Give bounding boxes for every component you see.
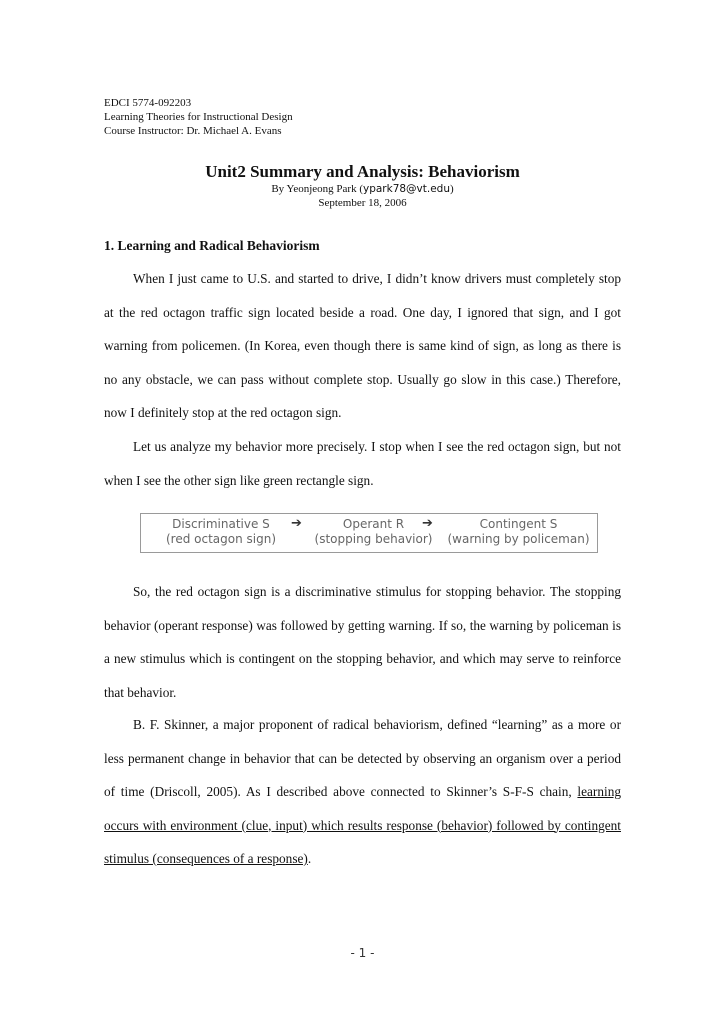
diagram-term: Discriminative S <box>172 517 270 531</box>
diagram-example: (warning by policeman) <box>447 532 590 546</box>
right-arrow-icon: ➔ <box>422 516 433 531</box>
section-heading: 1. Learning and Radical Behaviorism <box>104 238 320 253</box>
course-title: Learning Theories for Instructional Design <box>104 111 293 123</box>
paragraph-4-text: B. F. Skinner, a major proponent of radical behaviorism, defined “learning” as a more or less permanent change in behavior that can be detected by observing an organism over a period of time (Driscoll, 2005). As I described above connected to Skinner’s S-F-S chain, <box>104 717 621 799</box>
diagram-example: (stopping behavior) <box>314 532 433 546</box>
author-prefix: By Yeonjeong Park ( <box>271 183 363 195</box>
paragraph-4 <box>104 708 621 876</box>
diagram-example: (red octagon sign) <box>165 532 277 546</box>
paragraph-1: When I just came to U.S. and started to drive, I didn’t know drivers must completely stop at the red octagon traffic sign located beside a road. One day, I ignored that sign, and I got warning from policemen. (In Korea, even though there is same kind of sign, as long as there is no any obstacle, we can pass without complete stop. Usually go slow in this case.) Therefore, now I definitely stop at the red octagon sign. <box>104 271 621 420</box>
course-header <box>104 96 293 138</box>
author-line <box>0 182 725 196</box>
paragraph-4-end: . <box>307 851 312 866</box>
byline <box>0 182 725 210</box>
author-suffix: ) <box>450 183 454 195</box>
underlined-definition: learning occurs with environment (clue, input) which results response (behavior) followed by contingent stimulus (consequences of a response) <box>104 784 621 866</box>
diagram-item-discriminative <box>161 517 281 547</box>
course-instructor: Course Instructor: Dr. Michael A. Evans <box>104 125 282 137</box>
document-title: Unit2 Summary and Analysis: Behaviorism <box>205 162 520 181</box>
diagram-term: Contingent S <box>479 517 558 531</box>
paragraph-2: Let us analyze my behavior more precisely. I stop when I see the red octagon sign, but not when I see the other sign like green rectangle sign. <box>104 439 621 488</box>
paragraph-3: So, the red octagon sign is a discriminative stimulus for stopping behavior. The stopping behavior (operant response) was followed by getting warning. If so, the warning by policeman is a new stimulus which is contingent on the stopping behavior, and which may serve to reinforce that behavior. <box>104 584 621 700</box>
course-code: EDCI 5774-092203 <box>104 97 192 109</box>
diagram-item-operant <box>311 517 436 547</box>
sfs-chain-diagram <box>140 513 598 553</box>
diagram-item-contingent <box>441 517 596 547</box>
diagram-term: Operant R <box>342 517 405 531</box>
page-number: - 1 - <box>350 946 375 960</box>
right-arrow-icon: ➔ <box>291 516 302 531</box>
document-date: September 18, 2006 <box>318 197 407 209</box>
author-email: ypark78@vt.edu <box>362 183 451 195</box>
